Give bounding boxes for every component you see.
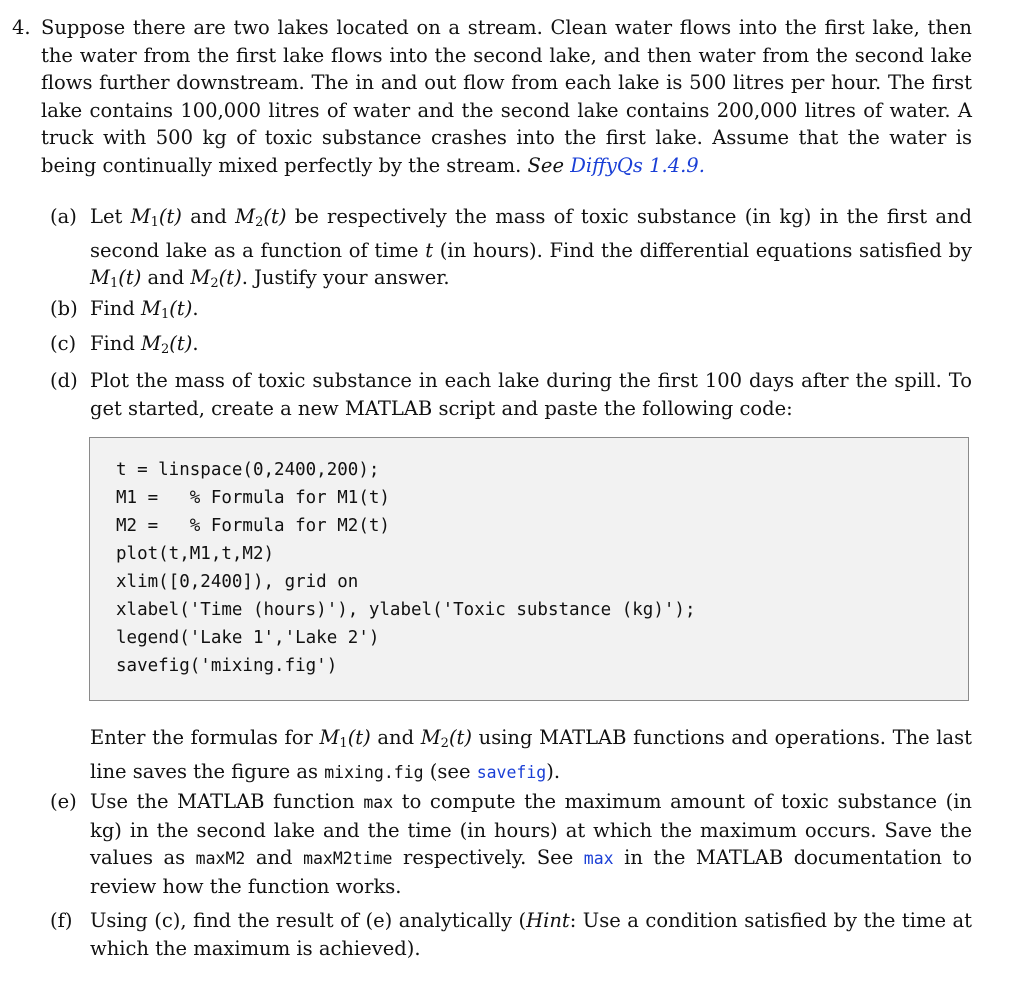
- part-d-text: Plot the mass of toxic substance in each lake during the first 100 days after the spill. To get started, create a new MATLAB script and paste the following code:: [90, 369, 972, 420]
- part-c-label: (c): [50, 332, 77, 355]
- part-b-label: (b): [50, 297, 78, 320]
- max-doc-link[interactable]: max: [583, 849, 614, 868]
- matlab-code-block[interactable]: [89, 437, 969, 701]
- problem-number: 4.: [12, 16, 31, 39]
- inline-code-mixing-fig: mixing.fig: [324, 762, 424, 782]
- part-e-label: (e): [50, 790, 77, 813]
- part-f: [50, 907, 972, 962]
- part-a-text: Let $M_1(t)$ and $M_2(t)$ be respectively the mass of toxic substance (in kg) in the first and second lake as a function of time t (in hours). Find the differential equations satisfied by $M_1(t)$ and $M_2(t)$. Justify your answer.: [90, 205, 972, 291]
- inline-code-maxM2: maxM2: [195, 849, 246, 868]
- part-b: [50, 295, 972, 329]
- savefig-link[interactable]: savefig: [476, 762, 547, 782]
- code-line: M2 = % Formula for M2(t): [116, 516, 390, 536]
- problem-statement: [12, 14, 972, 179]
- part-f-text: Using (c), find the result of (e) analytically (Hint: Use a condition satisfied by the time at which the maximum is achieved).: [90, 909, 972, 960]
- inline-code-maxM2time: maxM2time: [303, 849, 393, 868]
- part-d-label: (d): [50, 369, 78, 392]
- diffyqs-link[interactable]: DiffyQs 1.4.9.: [570, 153, 705, 177]
- part-a-label: (a): [50, 205, 77, 228]
- inline-code-max: max: [363, 793, 394, 812]
- code-line: plot(t,M1,t,M2): [116, 544, 275, 564]
- problem-text: Suppose there are two lakes located on a stream. Clean water flows into the first lake, then the water from the first lake flows into the second lake, and then water from the second lake flows further downstream. The in and out flow from each lake is 500 litres per hour. The first lake contains 100,000 litres of water and the second lake contains 200,000 litres of water. A truck with 500 kg of toxic substance crashes into the first lake. Assume that the water is being continually mixed perfectly by the stream. See DiffyQs 1.4.9.: [41, 16, 972, 177]
- code-line: savefig('mixing.fig'): [116, 656, 338, 676]
- part-f-label: (f): [50, 909, 73, 932]
- part-e: [50, 788, 972, 900]
- part-a: [50, 203, 972, 298]
- code-line: xlim([0,2400]), grid on: [116, 572, 359, 592]
- part-d-followup: [50, 724, 972, 786]
- part-d: [50, 367, 972, 422]
- part-b-text: Find $M_1(t)$.: [90, 297, 199, 322]
- code-line: t = linspace(0,2400,200);: [116, 460, 380, 480]
- part-c: [50, 330, 972, 364]
- part-d-followup-text: Enter the formulas for $M_1(t)$ and $M_2(t)$ using MATLAB functions and operations. The last line saves the figure as mixing.fig (see savefig).: [90, 726, 973, 783]
- code-line: xlabel('Time (hours)'), ylabel('Toxic substance (kg)');: [116, 600, 696, 620]
- code-line: M1 = % Formula for M1(t): [116, 488, 390, 508]
- part-c-text: Find $M_2(t)$.: [90, 332, 199, 357]
- code-line: legend('Lake 1','Lake 2'): [116, 628, 380, 648]
- part-e-text: Use the MATLAB function max to compute the maximum amount of toxic substance (in kg) in the second lake and the time (in hours) at which the maximum occurs. Save the values as maxM2 and maxM2time respectively. See max in the MATLAB documentation to review how the function works.: [90, 790, 972, 898]
